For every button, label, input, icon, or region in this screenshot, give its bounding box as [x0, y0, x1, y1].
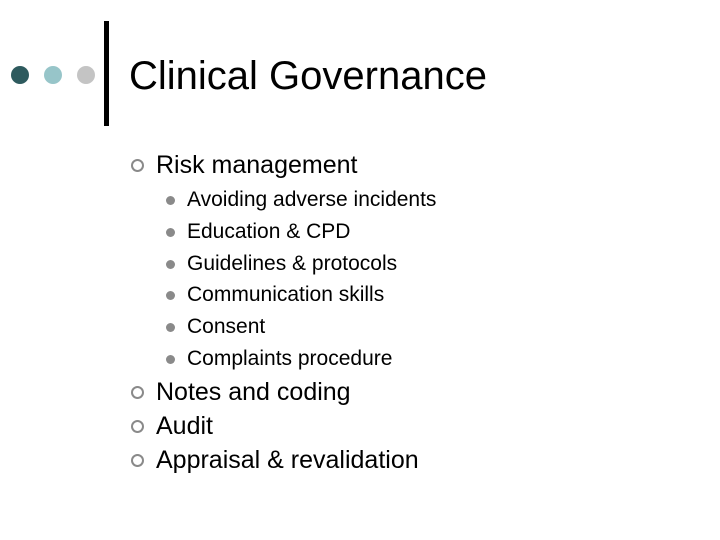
- ring-bullet-icon: [131, 420, 144, 433]
- subitem-guidelines-protocols: Guidelines & protocols: [187, 252, 398, 275]
- slide-title: Clinical Governance: [129, 54, 487, 98]
- dot-bullet-icon: [166, 291, 175, 300]
- dot-bullet-icon: [166, 228, 175, 237]
- subitem-communication-skills: Communication skills: [187, 283, 385, 306]
- ring-bullet-icon: [131, 454, 144, 467]
- decorative-dots: [11, 66, 95, 84]
- dot-bullet-icon: [166, 355, 175, 364]
- subitem-consent: Consent: [187, 315, 266, 338]
- title-divider: [104, 21, 109, 126]
- dot-bullet-icon: [166, 260, 175, 269]
- subitem-avoiding-adverse-incidents: Avoiding adverse incidents: [187, 188, 437, 211]
- grey-dot-icon: [77, 66, 95, 84]
- dot-bullet-icon: [166, 196, 175, 205]
- dot-bullet-icon: [166, 323, 175, 332]
- light-teal-dot-icon: [44, 66, 62, 84]
- subitem-complaints-procedure: Complaints procedure: [187, 347, 393, 370]
- bullet-risk-management: Risk management: [156, 151, 358, 179]
- bullet-appraisal-revalidation: Appraisal & revalidation: [156, 446, 419, 474]
- bullet-notes-and-coding: Notes and coding: [156, 378, 351, 406]
- dark-teal-dot-icon: [11, 66, 29, 84]
- ring-bullet-icon: [131, 386, 144, 399]
- ring-bullet-icon: [131, 159, 144, 172]
- bullet-audit: Audit: [156, 412, 213, 440]
- subitem-education-cpd: Education & CPD: [187, 220, 351, 243]
